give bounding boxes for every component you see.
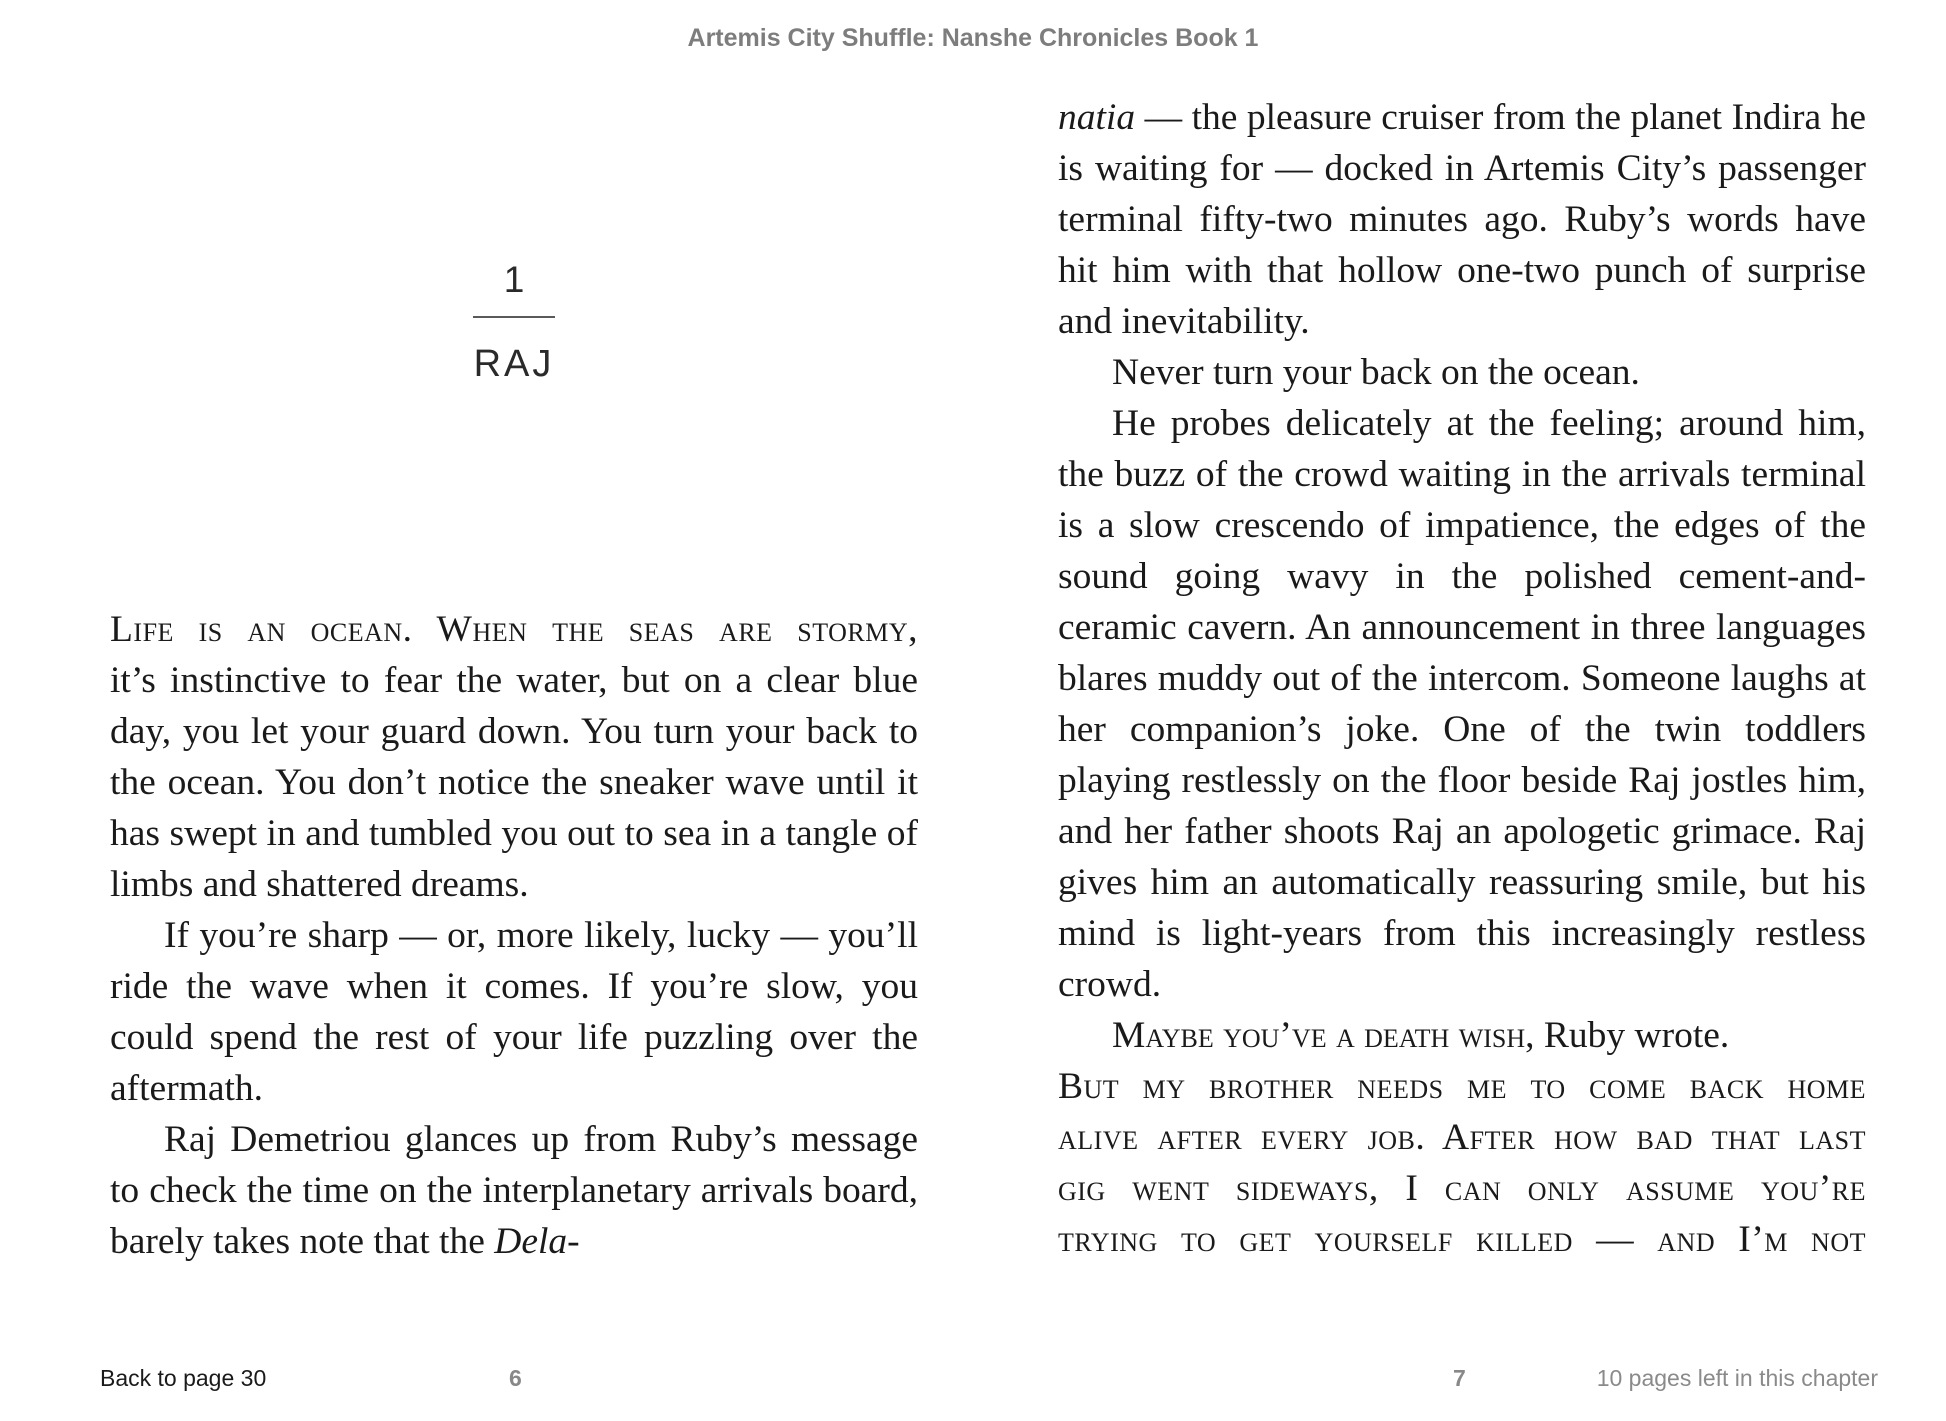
smallcaps-line: gig went sideways, I can only assume you’re — [1058, 1168, 1866, 1209]
paragraph — [1058, 92, 1866, 347]
right-page — [1058, 92, 1866, 1265]
paragraph: Never turn your back on the ocean. — [1112, 352, 1640, 393]
left-page-text — [110, 604, 918, 1267]
chapter-title: RAJ — [473, 343, 555, 385]
ship-name-italic: Dela- — [494, 1221, 580, 1262]
book-title: Artemis City Shuffle: Nanshe Chronicles Book 1 — [687, 24, 1259, 52]
smallcaps-text: Maybe you’ve a death wish, — [1112, 1015, 1535, 1056]
paragraph — [1058, 1010, 1866, 1061]
smallcaps-line: But my brother needs me to come back home — [1058, 1066, 1866, 1107]
paragraph-text: Raj Demetriou glances up from Ruby’s message to check the time on the interplanetary arrivals board, barely takes note that the — [110, 1119, 918, 1262]
paragraph: He probes delicately at the feeling; around him, the buzz of the crowd waiting in the arrivals terminal is a slow crescendo of impatience, the edges of the sound going wavy in the polished cement-and-ceramic cavern. An announcement in three languages blares muddy out of the intercom. Someone laughs at her companion’s joke. One of the twin toddlers playing restlessly on the floor beside Raj jostles him, and her father shoots Raj an apologetic grimace. Raj gives him an automatically reassuring smile, but his mind is light-years from this increasingly restless crowd. — [1058, 403, 1866, 1005]
paragraph-text: — the pleasure cruiser from the planet Indira he is waiting for — docked in Artemis City’s passenger terminal fifty-two minutes ago. Ruby’s words have hit him with that hollow one-two punch of surprise and inevitability. — [1058, 97, 1866, 342]
pages-left-indicator: 10 pages left in this chapter — [1596, 1365, 1878, 1391]
chapter-divider — [473, 316, 555, 318]
chapter-heading — [110, 258, 918, 386]
paragraph-text: Ruby wrote. — [1534, 1015, 1730, 1056]
paragraph: If you’re sharp — or, more likely, lucky — you’ll ride the wave when it comes. If you’re slow, you could spend the rest of your life puzzling over the aftermath. — [110, 915, 918, 1109]
left-page-number: 6 — [509, 1365, 522, 1391]
paragraph — [110, 1114, 918, 1267]
right-page-number: 7 — [1453, 1365, 1466, 1391]
ship-name-italic: natia — [1058, 97, 1136, 138]
back-to-page-link[interactable]: Back to page 30 — [100, 1365, 267, 1391]
smallcaps-block — [1058, 1061, 1866, 1265]
paragraph-text: it’s instinctive to fear the water, but on a clear blue day, you let your guard down. You turn your back to the ocean. You don’t notice the sneaker wave until it has swept in and tumbled you out to sea in a tangle of limbs and shattered dreams. — [110, 660, 918, 905]
smallcaps-lead: Life is an ocean. When the seas are stormy, — [110, 609, 918, 650]
chapter-number: 1 — [503, 259, 525, 300]
paragraph — [110, 604, 918, 910]
smallcaps-line: alive after every job. After how bad that last — [1058, 1117, 1866, 1158]
smallcaps-line: trying to get yourself killed — and I’m not — [1058, 1219, 1866, 1260]
